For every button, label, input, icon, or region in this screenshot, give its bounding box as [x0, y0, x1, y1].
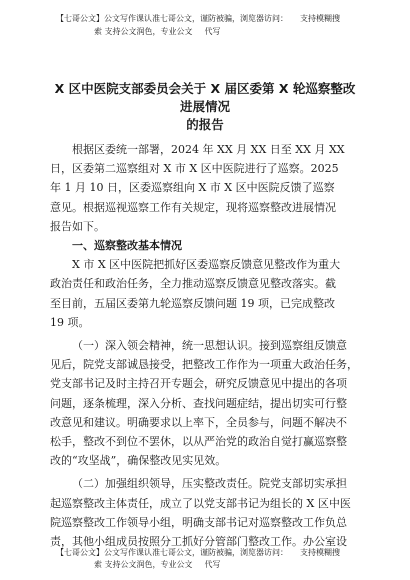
- footer-line-2: [56, 559, 358, 571]
- intro-line: 报告如下。: [50, 219, 105, 233]
- intro-line: 根据区委统一部署，2024 年 XX 月 XX 日至 XX 月 XX: [72, 143, 345, 156]
- paragraph1-line: 问题，逐条梳理，深入分析、查找问题症结，提出切实可行整: [50, 396, 347, 410]
- section1-line: 至目前，五届区委第九轮巡察反馈问题 19 项，已完成整改: [50, 296, 335, 310]
- paragraph2-line: 责，其他小组成员按照分工抓好分管部门整改工作。办公室设: [50, 535, 347, 549]
- title-line-1: X 区中医院支部委员会关于 X 届区委第 X 轮巡察整改进展情况: [54, 81, 356, 114]
- header-line-1-text-2: 支持模糊搜: [300, 14, 340, 23]
- document-body: [50, 80, 360, 551]
- paragraph1-line: （一）深入领会精神，统一思想认识。接到巡察组反馈意: [72, 339, 347, 353]
- title-line-2: 的报告: [186, 117, 224, 132]
- footer-line-2-text: 索 支持公文润色，专业公文: [94, 560, 193, 569]
- header-banner: [56, 12, 358, 38]
- section-heading: 一、巡察整改基本情况: [72, 239, 182, 253]
- document-title: [50, 80, 360, 134]
- header-line-2: [56, 25, 358, 38]
- header-line-2-text: 索 支持公文润色，专业公文: [94, 27, 193, 36]
- paragraph1-line: 见后，院党支部诚恳接受，把整改工作作为一项重大政治任务，: [50, 358, 358, 372]
- paragraph1-line: 改的“攻坚战”，确保整改见实见效。: [50, 454, 227, 468]
- footer-line-1-text-2: 支持模糊搜: [300, 548, 340, 557]
- footer-line-1-text: 【七哥公文】公文写作课认准七哥公文，谨防被骗，浏览器访问：: [56, 548, 288, 557]
- paragraph1-line: 松手，整改不到位不罢休，以从严治党的政治自觉打赢巡察整: [50, 435, 347, 449]
- paragraph1-line: 党支部书记及时主持召开专题会，研究反馈意见中提出的各项: [50, 377, 347, 391]
- section1-line: 19 项。: [50, 315, 90, 329]
- footer-line-2-text-2: 代写: [204, 560, 221, 569]
- paragraph1-line: 改意见和建议。明确要求以上率下，全员参与，问题不解决不: [50, 415, 347, 429]
- intro-line: 日，区委第二巡察组对 X 市 X 区中医院进行了巡察。2025: [50, 162, 339, 176]
- paragraph2-line: 起巡察整改主体责任，成立了以党支部书记为组长的 X 区中医: [50, 496, 351, 510]
- header-line-2-text-2: 代写: [204, 27, 221, 36]
- header-line-1-text: 【七哥公文】公文写作课认准七哥公文，谨防被骗，浏览器访问：: [56, 14, 288, 23]
- section1-line: 政治责任和政治任务，全力推动巡察反馈意见整改落实。截: [50, 277, 336, 291]
- footer-banner: [56, 547, 358, 571]
- intro-line: 年 1 月 10 日，区委巡察组向 X 市 X 区中医院反馈了巡察: [50, 181, 335, 195]
- section1-line: X 市 X 区中医院把抓好区委巡察反馈意见整改作为重大: [72, 258, 341, 272]
- paragraph2-line: （二）加强组织领导，压实整改责任。院党支部切实承担: [72, 477, 347, 491]
- paragraph2-line: 院巡察整改工作领导小组，明确支部书记对巡察整改工作负总: [50, 515, 347, 529]
- footer-line-1: [56, 547, 358, 559]
- intro-line: 意见。根据巡视巡察工作有关规定，现将巡察整改进展情况: [50, 200, 336, 214]
- header-line-1: [56, 12, 358, 25]
